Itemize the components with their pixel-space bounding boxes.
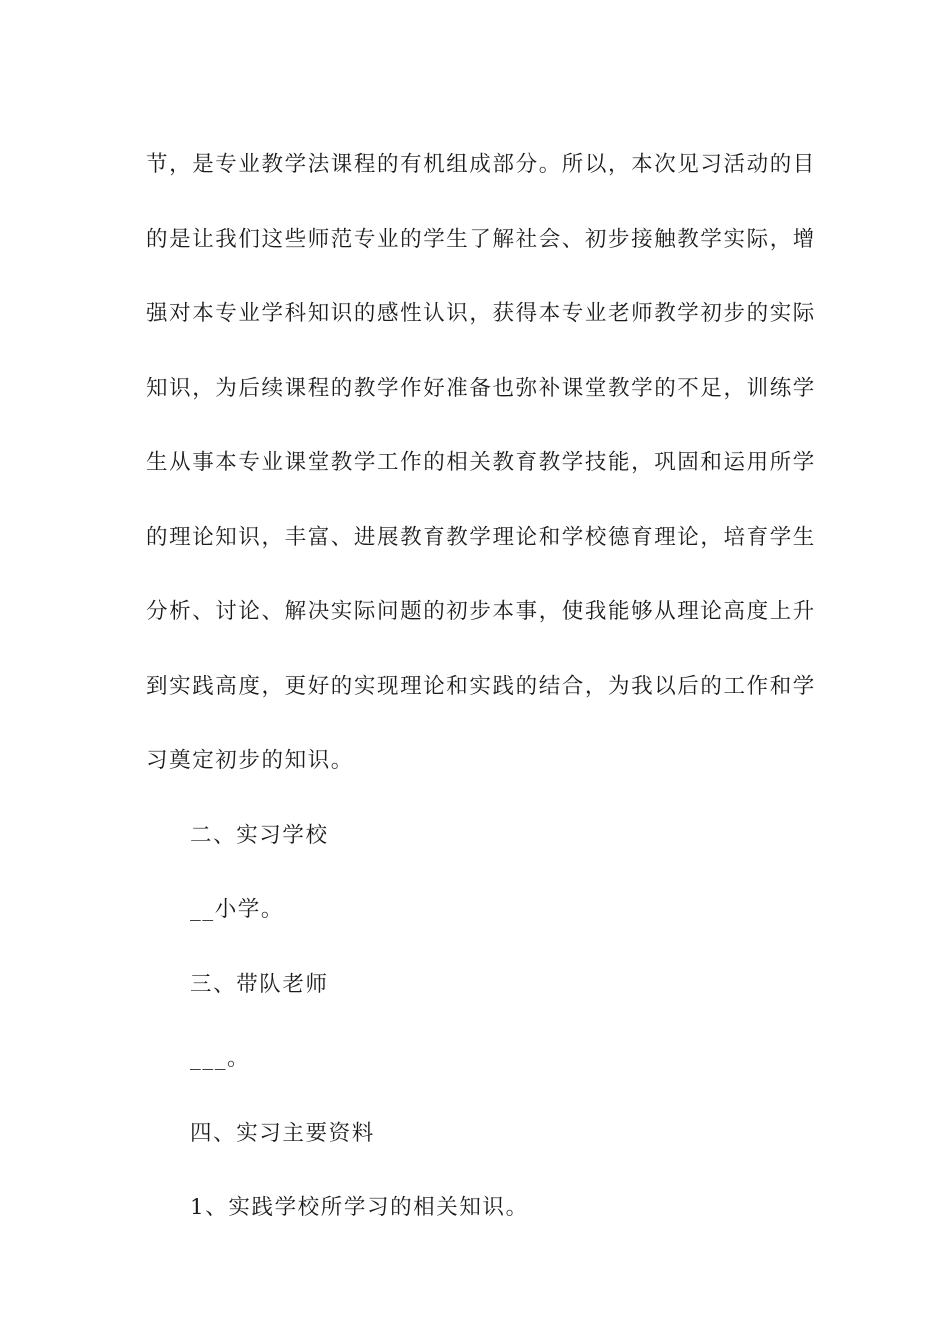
section-content-teacher: ___。	[190, 1046, 251, 1071]
document-body	[146, 128, 816, 1246]
section-content-school: __小学。	[190, 897, 285, 922]
paragraph-line-8: 到实践高度，更好的实现理论和实践的结合，为我以后的工作和学	[146, 673, 816, 699]
paragraph-line-4: 知识，为后续课程的教学作好准备也弥补课堂教学的不足，训练学	[146, 375, 816, 401]
paragraph-line-7: 分析、讨论、解决实际问题的初步本事，使我能够从理论高度上升	[146, 599, 816, 624]
section-heading-teacher: 三、带队老师	[190, 971, 329, 997]
paragraph-line-3: 强对本专业学科知识的感性认识，获得本专业老师教学初步的实际	[146, 301, 816, 326]
paragraph-line-9: 习奠定初步的知识。	[146, 748, 354, 773]
section-heading-school: 二、实习学校	[190, 822, 329, 848]
paragraph-line-5: 生从事本专业课堂教学工作的相关教育教学技能，巩固和运用所学	[146, 450, 816, 475]
paragraph-line-6: 的理论知识，丰富、进展教育教学理论和学校德育理论，培育学生	[146, 524, 816, 550]
paragraph-line-2: 的是让我们这些师范专业的学生了解社会、初步接触教学实际，增	[146, 226, 816, 252]
section-heading-materials: 四、实习主要资料	[190, 1120, 375, 1146]
paragraph-line-1: 节，是专业教学法课程的有机组成部分。所以，本次见习活动的目	[146, 152, 816, 177]
list-item-1: 1、实践学校所学习的相关知识。	[190, 1195, 529, 1220]
